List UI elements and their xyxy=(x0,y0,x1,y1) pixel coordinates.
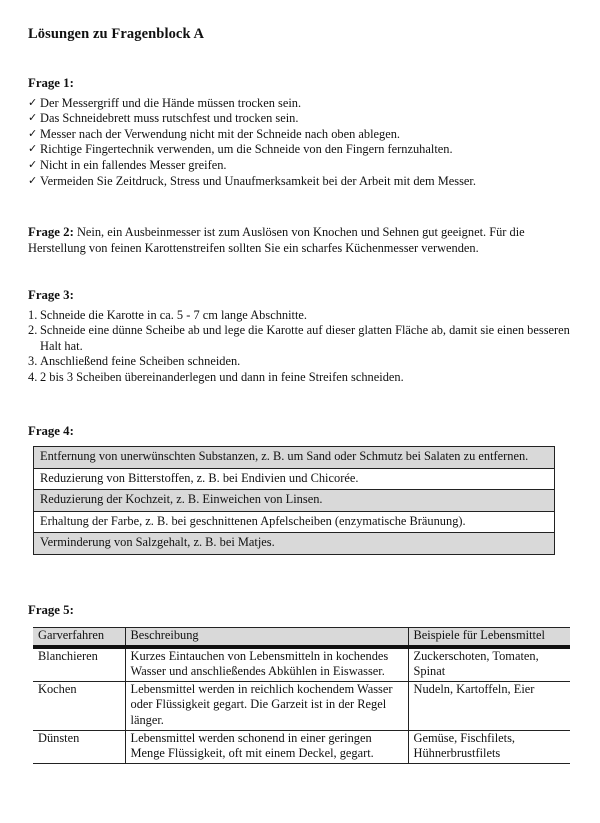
section-frage-1 xyxy=(28,76,573,189)
question-label: Frage 1: xyxy=(28,76,74,90)
checkmark-icon: ✓ xyxy=(28,143,38,156)
table-cell: Verminderung von Salzgehalt, z. B. bei Matjes. xyxy=(34,533,555,555)
table-row xyxy=(34,468,555,490)
step-number: 4. xyxy=(28,369,38,384)
table-cell: Nudeln, Kartoffeln, Eier xyxy=(408,681,570,730)
checklist xyxy=(28,96,573,190)
list-item-text: Nicht in ein fallendes Messer greifen. xyxy=(40,157,227,172)
table-cell: Erhaltung der Farbe, z. B. bei geschnittenen Apfelscheiben (enzymatische Bräunung). xyxy=(34,511,555,533)
table-header-row xyxy=(33,628,570,647)
step-number: 1. xyxy=(28,307,38,322)
list-item-text: Richtige Fingertechnik verwenden, um die Schneide von den Fingern fernzuhalten. xyxy=(40,142,453,157)
step-text: Anschließend feine Scheiben schneiden. xyxy=(40,354,241,369)
step-item xyxy=(28,308,573,324)
column-header: Beschreibung xyxy=(125,628,408,647)
list-item-text: Der Messergriff und die Hände müssen trocken sein. xyxy=(40,95,302,110)
question-label: Frage 4: xyxy=(28,424,74,438)
list-item-text: Das Schneidebrett muss rutschfest und trocken sein. xyxy=(40,111,299,126)
section-frage-2 xyxy=(28,225,573,256)
section-frage-3 xyxy=(28,288,573,386)
question-label: Frage 2: xyxy=(28,225,74,239)
step-item xyxy=(28,354,573,370)
table-row xyxy=(33,681,570,730)
step-text: Schneide die Karotte in ca. 5 - 7 cm lange Abschnitte. xyxy=(40,307,308,322)
list-item xyxy=(28,96,573,112)
checkmark-icon: ✓ xyxy=(28,96,38,109)
step-item xyxy=(28,370,573,386)
list-item xyxy=(28,111,573,127)
checkmark-icon: ✓ xyxy=(28,174,38,187)
table-cell: Dünsten xyxy=(33,730,125,763)
list-item xyxy=(28,174,573,190)
column-header: Beispiele für Lebensmittel xyxy=(408,628,570,647)
table-cell: Kurzes Eintauchen von Lebensmitteln in kochendes Wasser und anschließendes Abkühlen in Eiswasser. xyxy=(125,647,408,682)
document-title: Lösungen zu Fragenblock A xyxy=(28,26,205,42)
list-item xyxy=(28,127,573,143)
table-cell: Blanchieren xyxy=(33,647,125,682)
list-item xyxy=(28,142,573,158)
column-header: Garverfahren xyxy=(33,628,125,647)
table-cell: Gemüse, Fischfilets, Hühnerbrustfilets xyxy=(408,730,570,763)
answer-text: Nein, ein Ausbeinmesser ist zum Auslösen von Knochen und Sehnen gut geeignet. Für die Herstellung von feinen Karottenstreifen sollten Sie ein scharfes Küchenmesser verwenden. xyxy=(28,225,525,255)
table-cell: Lebensmittel werden in reichlich kochendem Wasser oder Flüssigkeit gegart. Die Garzeit ist in der Regel länger. xyxy=(125,681,408,730)
list-item-text: Vermeiden Sie Zeitdruck, Stress und Unaufmerksamkeit bei der Arbeit mit dem Messer. xyxy=(40,173,476,188)
frage-4-table xyxy=(33,446,555,555)
table-cell: Entfernung von unerwünschten Substanzen, z. B. um Sand oder Schmutz bei Salaten zu entfernen. xyxy=(34,447,555,469)
question-label: Frage 3: xyxy=(28,288,74,302)
table-row xyxy=(34,490,555,512)
frage-5-table xyxy=(33,627,570,764)
section-frage-5 xyxy=(28,603,573,761)
section-frage-4 xyxy=(28,424,573,550)
table-cell: Lebensmittel werden schonend in einer geringen Menge Flüssigkeit, oft mit einem Deckel, gegart. xyxy=(125,730,408,763)
list-item-text: Messer nach der Verwendung nicht mit der Schneide nach oben ablegen. xyxy=(40,126,401,141)
steps-list xyxy=(28,308,573,386)
table-row xyxy=(33,647,570,682)
table-row xyxy=(34,447,555,469)
answer-paragraph xyxy=(28,225,573,256)
table-cell: Reduzierung der Kochzeit, z. B. Einweichen von Linsen. xyxy=(34,490,555,512)
table-cell: Kochen xyxy=(33,681,125,730)
checkmark-icon: ✓ xyxy=(28,112,38,125)
step-text: Schneide eine dünne Scheibe ab und lege die Karotte auf dieser glatten Fläche ab, damit sie einen besseren Halt hat. xyxy=(40,323,570,353)
table-cell: Zuckerschoten, Tomaten, Spinat xyxy=(408,647,570,682)
table-row xyxy=(33,730,570,763)
list-item xyxy=(28,158,573,174)
step-item xyxy=(28,323,573,354)
table-row xyxy=(34,533,555,555)
table-cell: Reduzierung von Bitterstoffen, z. B. bei Endivien und Chicorée. xyxy=(34,468,555,490)
table-row xyxy=(34,511,555,533)
question-label: Frage 5: xyxy=(28,603,74,617)
step-number: 2. xyxy=(28,323,38,338)
step-number: 3. xyxy=(28,354,38,369)
checkmark-icon: ✓ xyxy=(28,127,38,140)
checkmark-icon: ✓ xyxy=(28,158,38,171)
step-text: 2 bis 3 Scheiben übereinanderlegen und dann in feine Streifen schneiden. xyxy=(40,369,404,384)
